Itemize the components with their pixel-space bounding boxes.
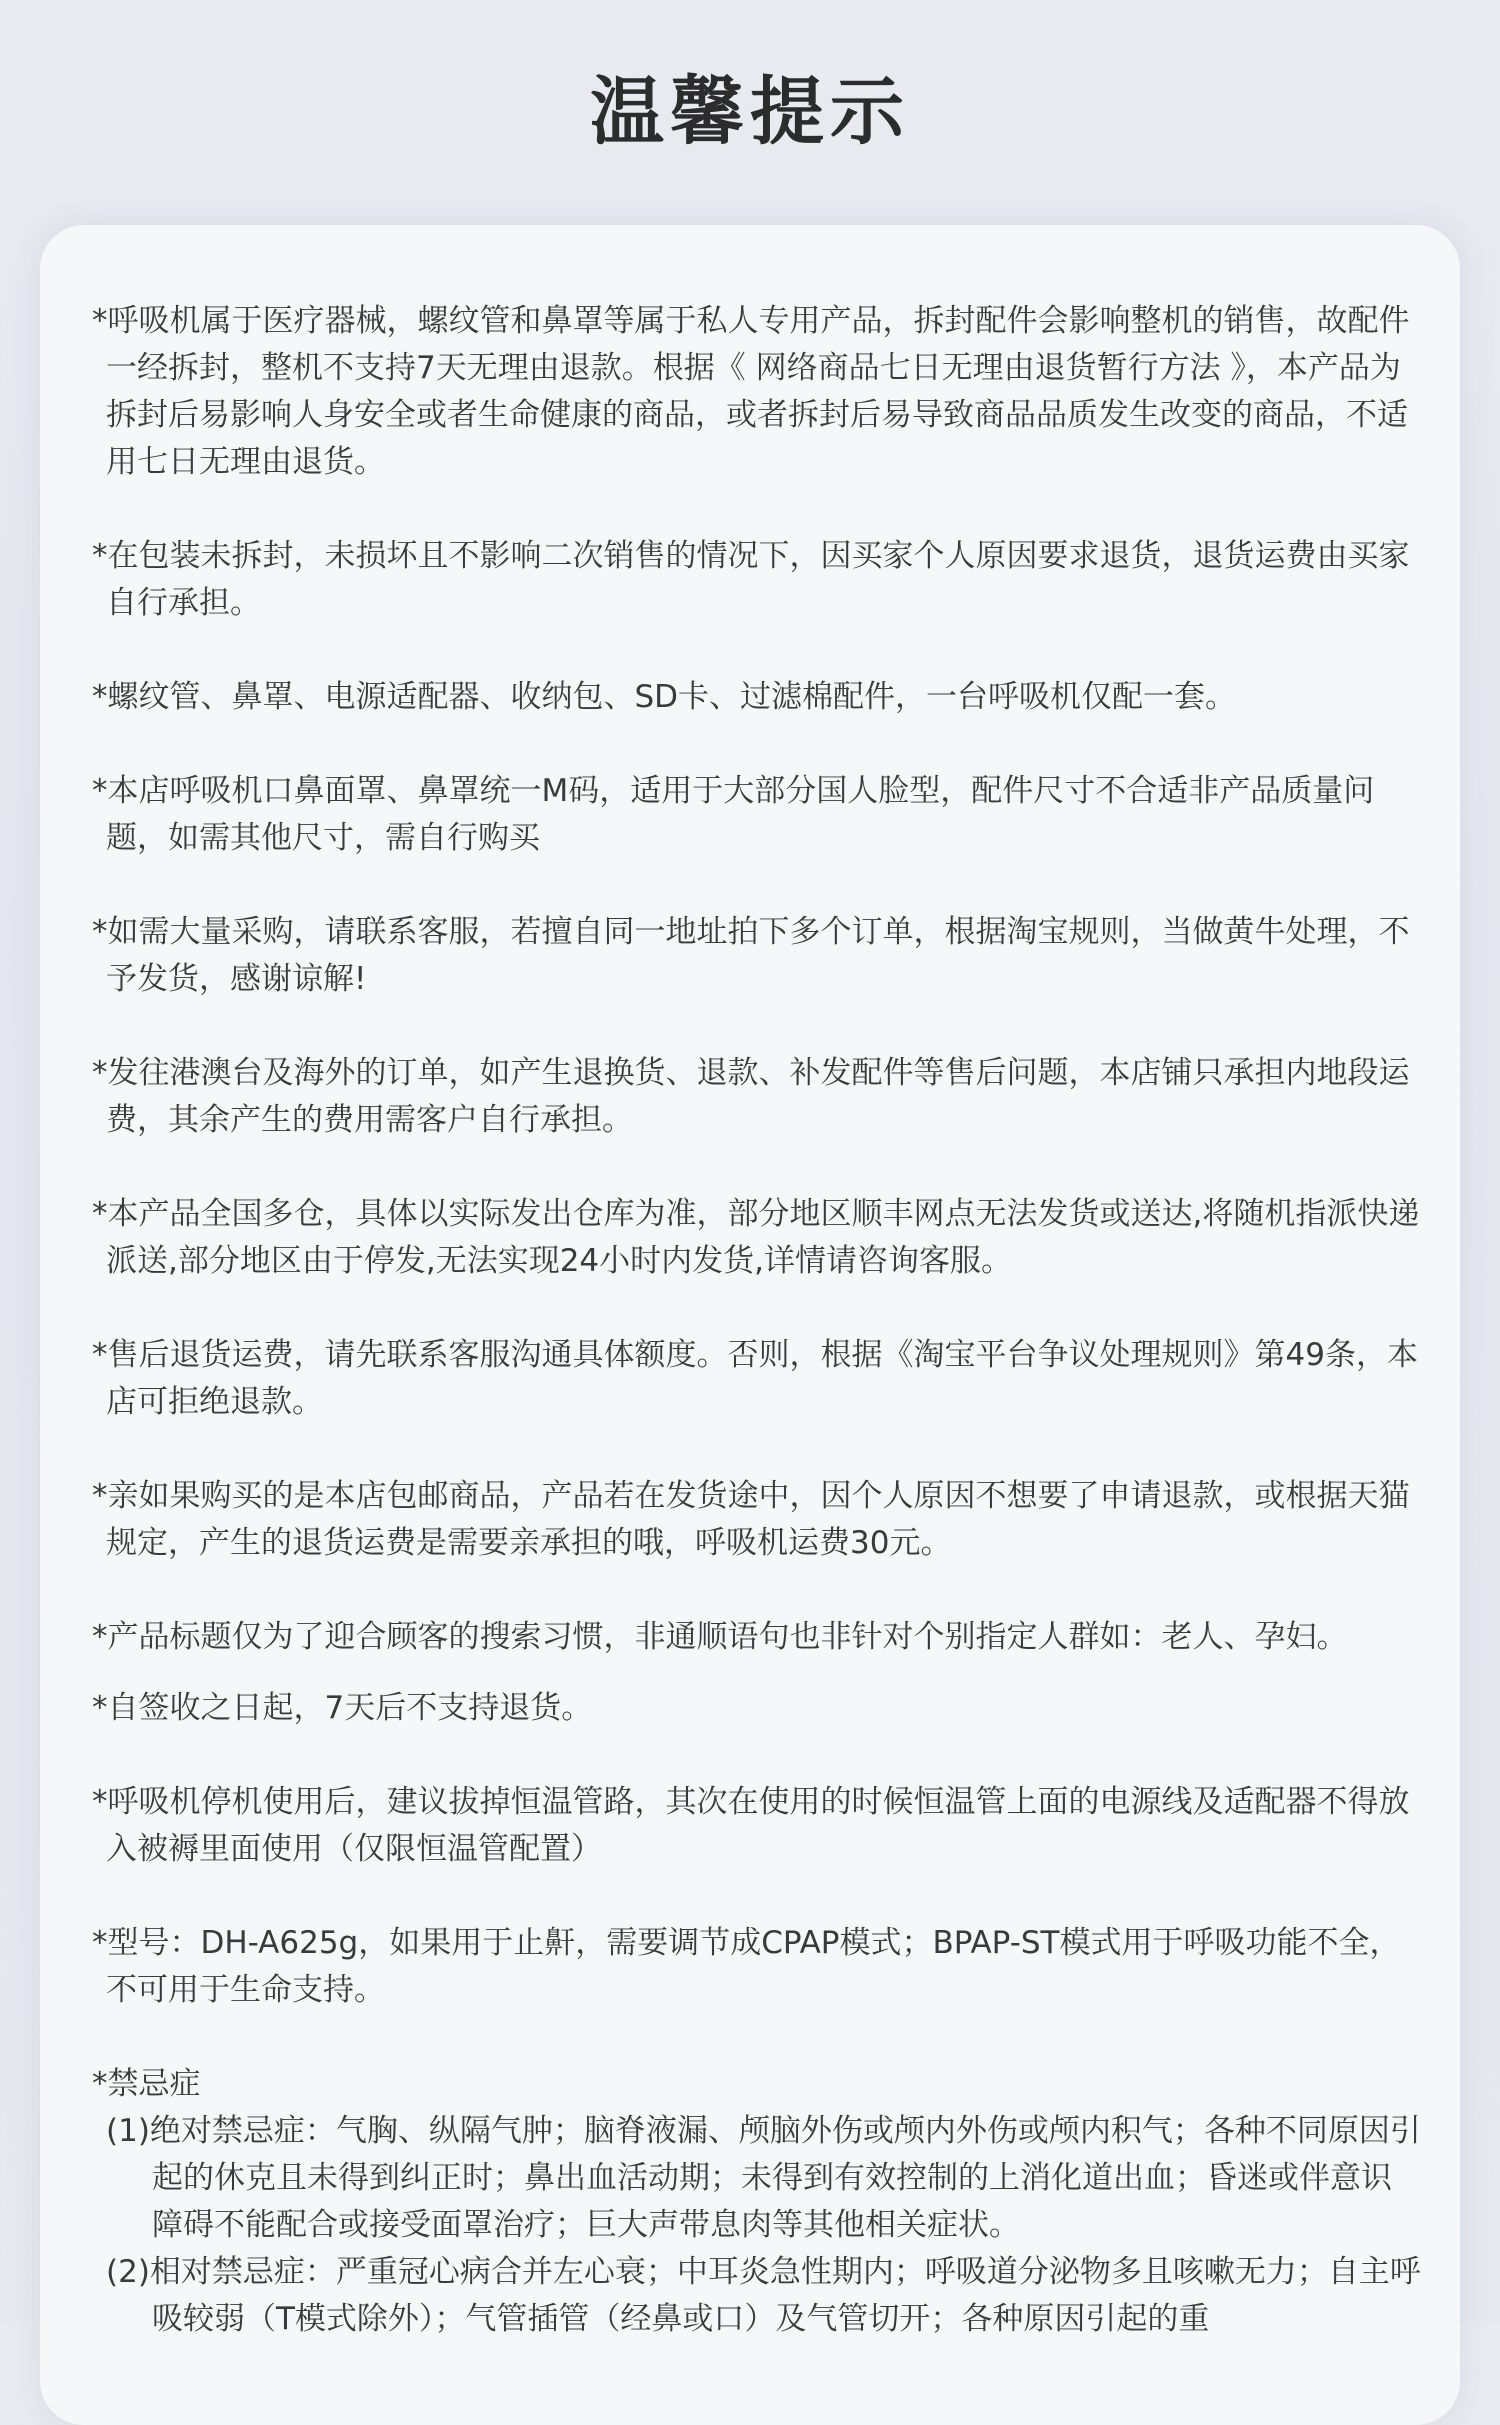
notice-item: *本产品全国多仓，具体以实际发出仓库为准，部分地区顺丰网点无法发货或送达,将随机指派快递派送,部分地区由于停发,无法实现24小时内发货,详情请咨询客服。 [92, 1196, 1420, 1279]
notice-item: *螺纹管、鼻罩、电源适配器、收纳包、SD卡、过滤棉配件，一台呼吸机仅配一套。 [92, 679, 1237, 715]
notice-item: *产品标题仅为了迎合顾客的搜索习惯，非通顺语句也非针对个别指定人群如：老人、孕妇。 [92, 1619, 1348, 1655]
page-title: 温馨提示 [590, 69, 910, 155]
notice-item: *型号：DH-A625g，如果用于止鼾，需要调节成CPAP模式；BPAP-ST模式用于呼吸功能不全，不可用于生命支持。 [92, 1925, 1401, 2008]
notice-item: *呼吸机属于医疗器械，螺纹管和鼻罩等属于私人专用产品，拆封配件会影响整机的销售，故配件一经拆封，整机不支持7天无理由退款。根据《 网络商品七日无理由退货暂行方法 》，本产品为拆封后易影响人身安全或者生命健康的商品，或者拆封后易导致商品品质发生改变的商品，不适用七日无理由退货。 [92, 303, 1410, 480]
contraindication-absolute: (1)绝对禁忌症：气胸、纵隔气肿；脑脊液漏、颅脑外伤或颅内外伤或颅内积气；各种不同原因引起的休克且未得到纠正时；鼻出血活动期；未得到有效控制的上消化道出血；昏迷或伴意识障碍不能配合或接受面罩治疗；巨大声带息肉等其他相关症状。 [106, 2113, 1421, 2243]
notice-item: *自签收之日起，7天后不支持退货。 [92, 1690, 593, 1726]
notice-item: *如需大量采购，请联系客服，若擅自同一地址拍下多个订单，根据淘宝规则，当做黄牛处理，不予发货，感谢谅解! [92, 914, 1410, 997]
contraindication-relative: (2)相对禁忌症：严重冠心病合并左心衰；中耳炎急性期内；呼吸道分泌物多且咳嗽无力；自主呼吸较弱（T模式除外）；气管插管（经鼻或口）及气管切开；各种原因引起的重 [106, 2254, 1421, 2337]
notice-item: *在包装未拆封，未损坏且不影响二次销售的情况下，因买家个人原因要求退货，退货运费由买家自行承担。 [92, 538, 1410, 621]
notice-item: *亲如果购买的是本店包邮商品，产品若在发货途中，因个人原因不想要了申请退款，或根据天猫规定，产生的退货运费是需要亲承担的哦，呼吸机运费30元。 [92, 1478, 1410, 1561]
notice-list [92, 298, 1422, 2343]
contraindications-title: *禁忌症 [92, 2066, 201, 2102]
notice-item: *呼吸机停机使用后，建议拔掉恒温管路，其次在使用的时候恒温管上面的电源线及适配器不得放入被褥里面使用（仅限恒温管配置） [92, 1784, 1410, 1867]
notice-item: *发往港澳台及海外的订单，如产生退换货、退款、补发配件等售后问题，本店铺只承担内地段运费，其余产生的费用需客户自行承担。 [92, 1055, 1410, 1138]
notice-item: *售后退货运费，请先联系客服沟通具体额度。否则，根据《淘宝平台争议处理规则》第49条，本店可拒绝退款。 [92, 1337, 1418, 1420]
notice-item: *本店呼吸机口鼻面罩、鼻罩统一M码，适用于大部分国人脸型，配件尺寸不合适非产品质量问题，如需其他尺寸，需自行购买 [92, 773, 1375, 856]
